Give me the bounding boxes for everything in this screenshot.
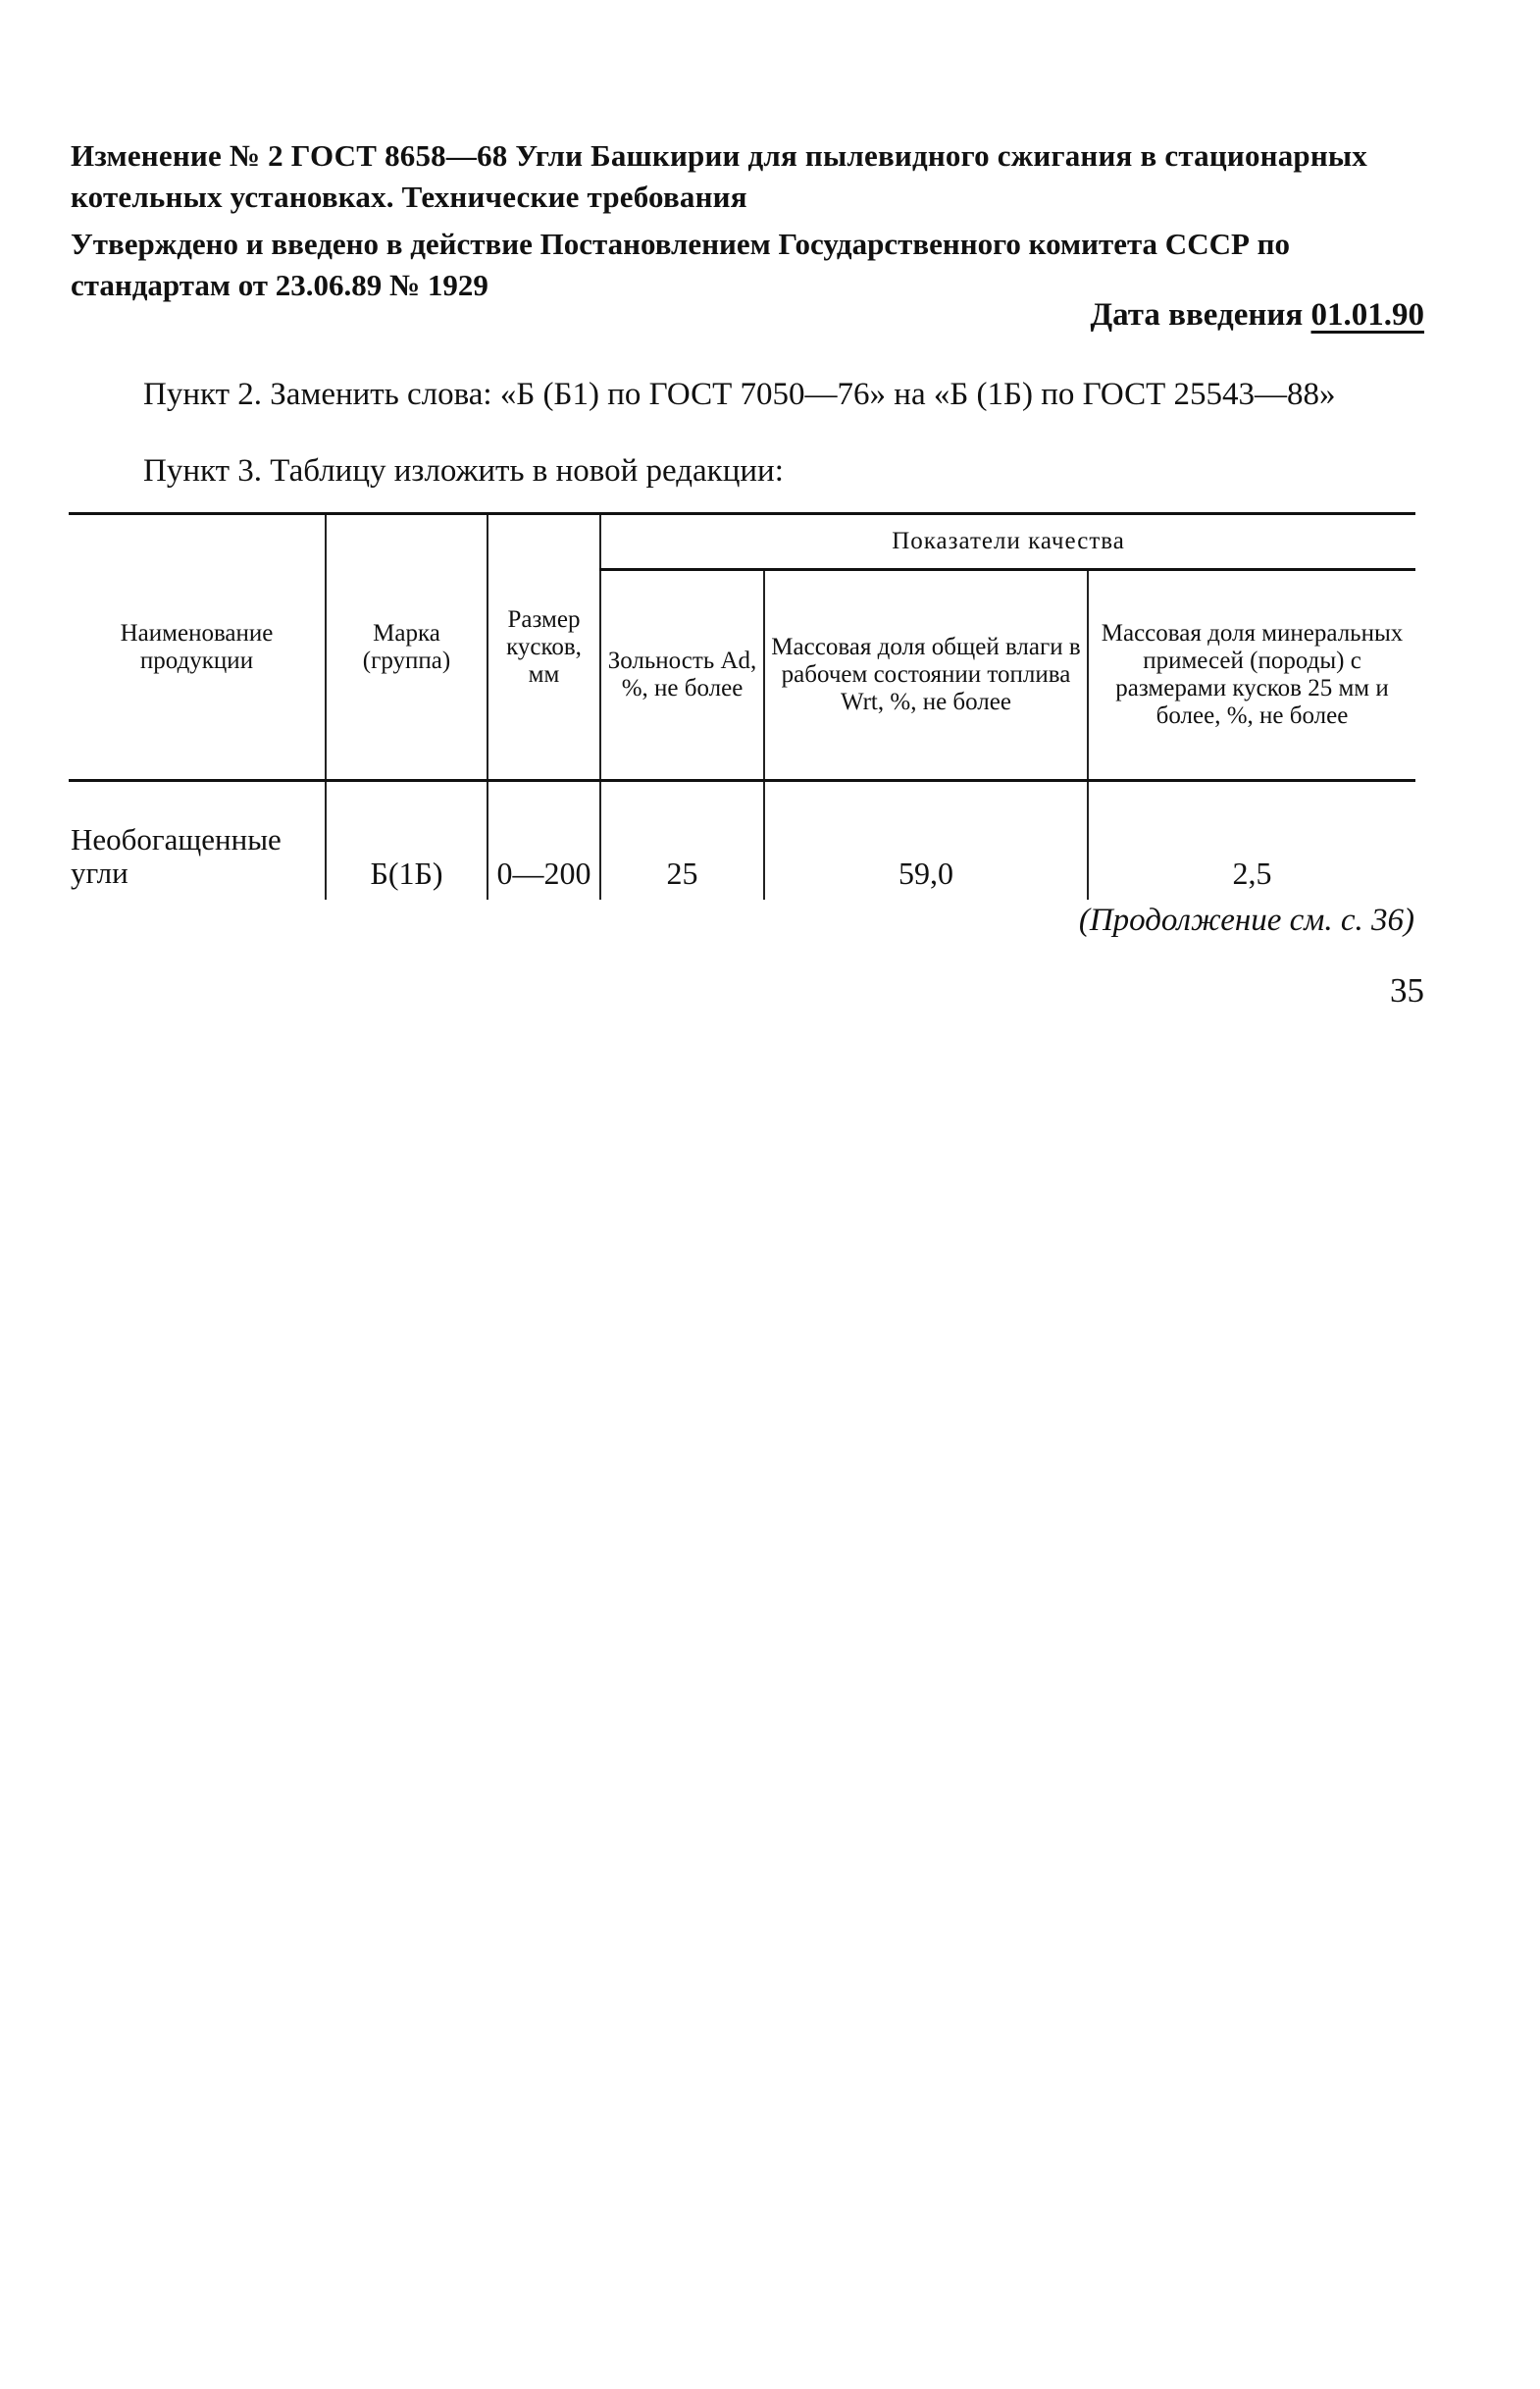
column-header-size: Размер кусков, мм bbox=[488, 514, 600, 781]
page-number: 35 bbox=[1390, 971, 1424, 1010]
column-group-quality: Показатели качества bbox=[600, 514, 1415, 570]
continuation-note: (Продолжение см. с. 36) bbox=[1078, 903, 1414, 938]
cell-minerals: 2,5 bbox=[1088, 781, 1415, 901]
introduction-date bbox=[1090, 294, 1424, 336]
cell-moisture: 59,0 bbox=[764, 781, 1088, 901]
column-header-grade: Марка (группа) bbox=[326, 514, 488, 781]
cell-size: 0—200 bbox=[488, 781, 600, 901]
cell-ash: 25 bbox=[600, 781, 764, 901]
table-row bbox=[69, 781, 1415, 901]
cell-name: Необогащенные угли bbox=[69, 781, 326, 901]
quality-table bbox=[69, 512, 1415, 900]
column-header-name: Наименование продукции bbox=[69, 514, 326, 781]
column-header-minerals: Массовая доля минеральных примесей (породы) с размерами кусков 25 мм и более, %, не более bbox=[1088, 570, 1415, 781]
introduction-date-value: 01.01.90 bbox=[1310, 297, 1424, 333]
approval-statement: Утверждено и введено в действие Постановлением Государственного комитета СССР по стандартам от 23.06.89 № 1929 bbox=[71, 227, 1291, 302]
column-header-moisture: Массовая доля общей влаги в рабочем состоянии топлива Wrt, %, не более bbox=[764, 570, 1088, 781]
paragraph-item-2: Пункт 2. Заменить слова: «Б (Б1) по ГОСТ 7050—76» на «Б (1Б) по ГОСТ 25543—88» bbox=[143, 377, 1336, 412]
introduction-date-label: Дата введения bbox=[1090, 297, 1304, 333]
document-title: Изменение № 2 ГОСТ 8658—68 Угли Башкирии для пылевидного сжигания в стационарных котельных установках. Технические требования bbox=[71, 138, 1368, 214]
cell-grade: Б(1Б) bbox=[326, 781, 488, 901]
column-header-ash: Зольность Ad, %, не более bbox=[600, 570, 764, 781]
paragraph-item-3: Пункт 3. Таблицу изложить в новой редакции: bbox=[143, 453, 784, 489]
